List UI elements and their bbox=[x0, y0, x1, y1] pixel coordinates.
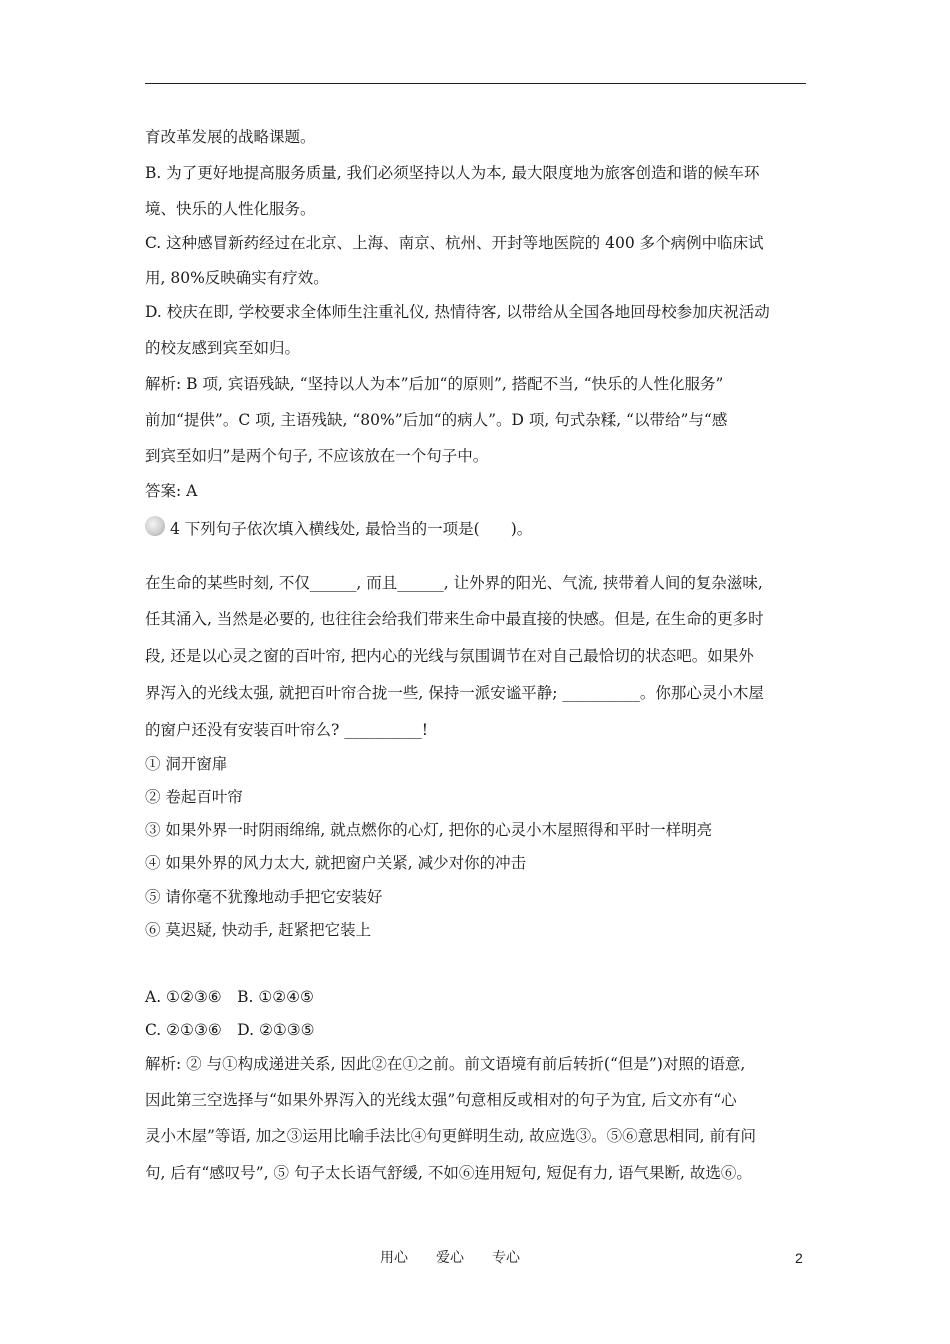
footer-motto-item: 用心 bbox=[380, 1250, 408, 1266]
text-line: 境、快乐的人性化服务。 bbox=[145, 200, 316, 218]
text-line: 用, 80%反映确实有疗效。 bbox=[145, 269, 329, 287]
text-line: 育改革发展的战略课题。 bbox=[145, 128, 316, 146]
option-d-line: D. 校庆在即, 学校要求全体师生注重礼仪, 热情待客, 以带给从全国各地回母校参加庆祝活动 bbox=[145, 303, 770, 321]
footer-motto-item: 爱心 bbox=[436, 1250, 464, 1266]
footer-motto-item: 专心 bbox=[492, 1250, 520, 1266]
page-number: 2 bbox=[795, 1250, 803, 1266]
analysis-line: 灵小木屋”等语, 加之③运用比喻手法比④句更鲜明生动, 故应选③。⑤⑥意思相同, 前有问 bbox=[145, 1127, 756, 1145]
analysis-line: 前加“提供”。C 项, 主语残缺, “80%”后加“的病人”。D 项, 句式杂糅, “以带给”与“感 bbox=[145, 411, 728, 429]
choice-item: ⑥ 莫迟疑, 快动手, 赶紧把它装上 bbox=[145, 921, 372, 939]
passage-line: 界泻入的光线太强, 就把百叶帘合拢一些, 保持一派安谧平静; __________。你那心灵小木屋 bbox=[145, 684, 764, 702]
analysis-line: 解析: ② 与①构成递进关系, 因此②在①之前。前文语境有前后转折(“但是”)对照的语意, bbox=[145, 1055, 746, 1073]
header-rule bbox=[145, 83, 806, 84]
analysis-line: 到宾至如归”是两个句子, 不应该放在一个句子中。 bbox=[145, 447, 489, 465]
option-b-line: B. 为了更好地提高服务质量, 我们必须坚持以人为本, 最大限度地为旅客创造和谐的候车环 bbox=[145, 164, 760, 182]
choice-item: ④ 如果外界的风力太大, 就把窗户关紧, 减少对你的冲击 bbox=[145, 854, 527, 872]
passage-line: 的窗户还没有安装百叶帘么? __________! bbox=[145, 721, 428, 739]
analysis-line: 句, 后有“感叹号”, ⑤ 句子太长语气舒缓, 不如⑥连用短句, 短促有力, 语气果断, 故选⑥。 bbox=[145, 1164, 752, 1182]
analysis-line: 因此第三空选择与“如果外界泻入的光线太强”句意相反或相对的句子为宜, 后文亦有“心 bbox=[145, 1091, 737, 1109]
answer-line: 答案: A bbox=[145, 482, 198, 500]
question-marker-icon bbox=[145, 516, 165, 536]
analysis-line: 解析: B 项, 宾语残缺, “坚持以人为本”后加“的原则”, 搭配不当, “快乐的人性化服务” bbox=[145, 375, 724, 393]
answer-options: A. ①②③⑥ B. ①②④⑤ bbox=[145, 988, 314, 1006]
choice-item: ① 洞开窗扉 bbox=[145, 755, 228, 773]
passage-line: 在生命的某些时刻, 不仅______, 而且______, 让外界的阳光、气流, 挟带着人间的复杂滋味, bbox=[145, 574, 763, 592]
choice-item: ③ 如果外界一时阴雨绵绵, 就点燃你的心灯, 把你的心灵小木屋照得和平时一样明亮 bbox=[145, 821, 713, 839]
text-line: 的校友感到宾至如归。 bbox=[145, 339, 301, 357]
choice-item: ② 卷起百叶帘 bbox=[145, 788, 243, 806]
option-c-line: C. 这种感冒新药经过在北京、上海、南京、杭州、开封等地医院的 400 多个病例中临床试 bbox=[145, 234, 764, 252]
passage-line: 任其涌入, 当然是必要的, 也往往会给我们带来生命中最直接的快感。但是, 在生命的更多时 bbox=[145, 610, 764, 628]
answer-options: C. ②①③⑥ D. ②①③⑤ bbox=[145, 1021, 315, 1039]
passage-line: 段, 还是以心灵之窗的百叶帘, 把内心的光线与氛围调节在对自己最恰切的状态吧。如果外 bbox=[145, 647, 754, 665]
footer-motto bbox=[380, 1249, 520, 1267]
question-stem: 4 下列句子依次填入横线处, 最恰当的一项是( )。 bbox=[170, 520, 533, 538]
choice-item: ⑤ 请你毫不犹豫地动手把它安装好 bbox=[145, 888, 383, 906]
